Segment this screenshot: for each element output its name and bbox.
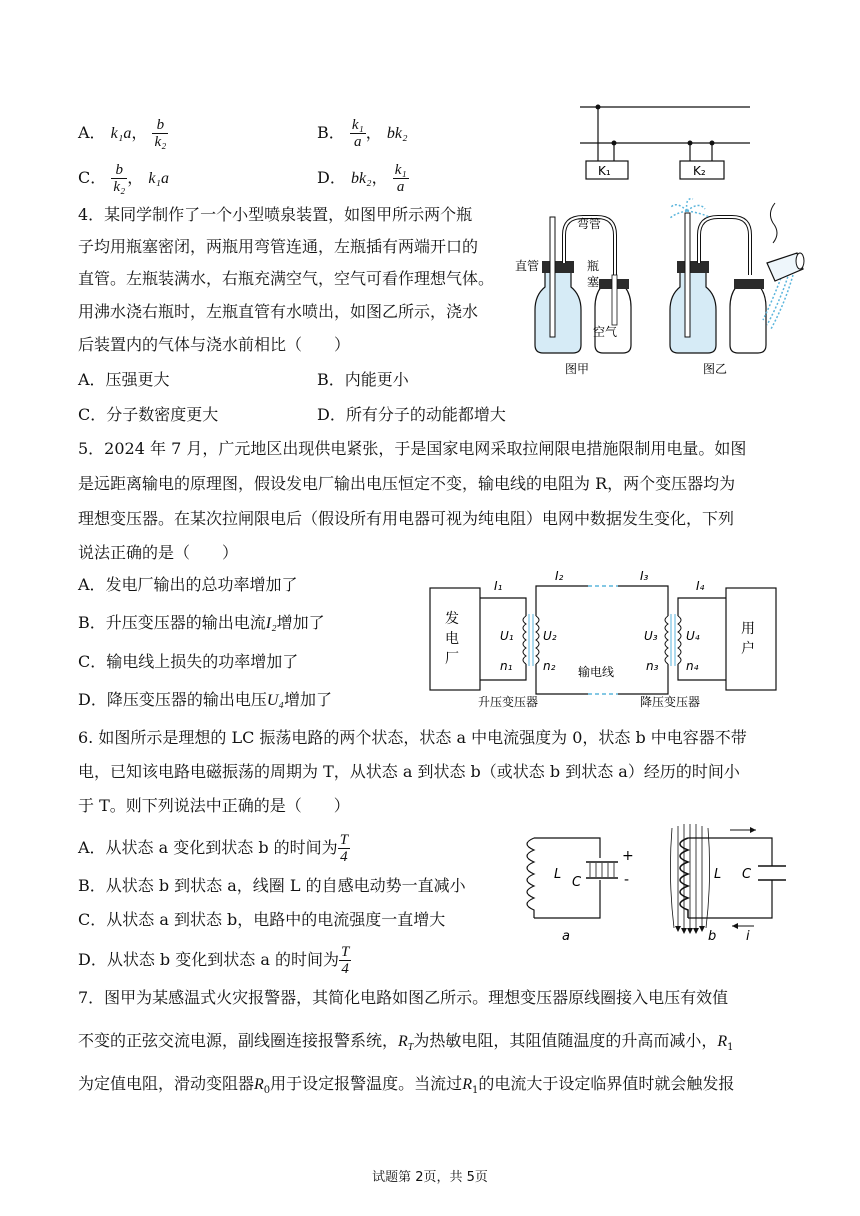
q7-line-2: 不变的正弦交流电源，副线圈连接报警系统，$R_T$为热敏电阻，其阻值随温度的升高而减小，$R_1$ — [78, 1031, 734, 1054]
q4-stem-line-2: 子均用瓶塞密闭，两瓶用弯管连通，左瓶插有两端开口的 — [78, 237, 479, 256]
fig-b-apparatus — [669, 199, 804, 376]
q7-line-1: 7．图甲为某感温式火灾报警器，其简化电路如图乙所示。理想变压器原线圈接入电压有效值 — [78, 988, 729, 1007]
svg-text:I₄: I₄ — [696, 579, 705, 593]
svg-text:i: i — [746, 929, 750, 944]
q5-option-b: B．升压变压器的输出电流I₂增加了 — [78, 613, 325, 632]
state-b-circuit — [670, 824, 786, 944]
q4-stem-line-4: 用沸水浇右瓶时，左瓶直管有水喷出，如图乙所示，浇水 — [78, 302, 479, 321]
q6-option-b: B．从状态 b 到状态 a，线圈 L 的自感电动势一直减小 — [78, 876, 466, 895]
q5-transmission-figure — [428, 568, 778, 708]
fig-a-apparatus — [515, 216, 631, 376]
q6-stem-line-2: 电，已知该电路电磁振荡的周期为 T，从状态 a 到状态 b（或状态 b 到状态 a）经历的时间小 — [78, 762, 740, 781]
svg-text:发: 发 — [445, 611, 459, 627]
q6-option-a: A．从状态 a 变化到状态 b 的时间为 $\frac{T}{4}$ — [78, 832, 349, 865]
svg-text:U₂: U₂ — [543, 629, 557, 643]
q5-option-c: C．输电线上损失的功率增加了 — [78, 652, 299, 671]
q6-lc-figure — [510, 822, 805, 944]
state-a-circuit — [527, 838, 634, 944]
q5-stem-line-3: 理想变压器。在某次拉闸限电后（假设所有用电器可视为纯电阻）电网中数据发生变化，下列 — [78, 509, 735, 528]
svg-text:升压变压器: 升压变压器 — [478, 695, 539, 708]
q5-stem-line-1: 5．2024 年 7 月，广元地区出现供电紧张，于是国家电网采取拉闸限电措施限制用电量。如图 — [78, 439, 747, 458]
svg-text:I₁: I₁ — [494, 579, 503, 593]
user-box — [726, 588, 776, 690]
q3-switch-figure — [570, 95, 760, 187]
svg-text:电: 电 — [445, 631, 459, 647]
kettle-icon — [767, 203, 804, 281]
svg-text:厂: 厂 — [445, 651, 459, 667]
q5-stem-line-4: 说法正确的是（ ） — [78, 543, 239, 562]
svg-text:n₃: n₃ — [646, 659, 659, 673]
svg-text:b: b — [708, 929, 717, 944]
svg-text:n₄: n₄ — [686, 659, 699, 673]
svg-text:弯管: 弯管 — [577, 217, 602, 231]
svg-text:n₁: n₁ — [500, 659, 513, 673]
q4-stem-line-3: 直管。左瓶装满水，右瓶充满空气，空气可看作理想气体。 — [78, 269, 495, 288]
svg-text:C: C — [572, 875, 582, 890]
q6-option-c: C．从状态 a 到状态 b，电路中的电流强度一直增大 — [78, 910, 446, 929]
k2-label: K₂ — [693, 164, 706, 178]
q4-stem-line-5: 后装置内的气体与浇水前相比（ ） — [78, 335, 351, 354]
k1-label: K₁ — [598, 164, 611, 178]
svg-text:塞: 塞 — [587, 275, 600, 289]
q3-option-d: D． bk₂， $\frac{\text{k₁}}{a}$ — [317, 162, 407, 195]
q3-option-b: B． $\frac{\text{k₁}}{a}$ ， bk₂ — [317, 117, 408, 150]
svg-text:U₄: U₄ — [686, 629, 700, 643]
q4-fountain-figure — [505, 195, 805, 380]
q6-stem-line-1: 6. 如图所示是理想的 LC 振荡电路的两个状态，状态 a 中电流强度为 0，状态 b 中电容器不带 — [78, 728, 747, 747]
q3-option-c: C． $\frac{b}{\text{k₂}}$ ， k₁a — [78, 162, 169, 195]
svg-text:直管: 直管 — [515, 259, 540, 273]
svg-text:a: a — [562, 929, 570, 944]
q4-stem-line-1: 4．某同学制作了一个小型喷泉装置，如图甲所示两个瓶 — [78, 205, 473, 224]
svg-text:U₃: U₃ — [644, 629, 658, 643]
svg-text:用: 用 — [741, 621, 755, 637]
svg-text:空气: 空气 — [593, 325, 618, 339]
q5-option-d: D．降压变压器的输出电压U₄增加了 — [78, 690, 332, 709]
svg-text:C: C — [742, 867, 752, 882]
q6-stem-line-3: 于 T。则下列说法中正确的是（ ） — [78, 796, 350, 815]
svg-text:瓶: 瓶 — [587, 259, 600, 273]
page-footer: 试题第 2页，共 5页 — [372, 1170, 488, 1185]
svg-text:I₃: I₃ — [640, 569, 649, 583]
q6-option-d: D．从状态 b 变化到状态 a 的时间为 $\frac{T}{4}$ — [78, 944, 350, 977]
svg-text:+: + — [622, 848, 634, 864]
q4-option-d: D．所有分子的动能都增大 — [317, 405, 506, 424]
q3-option-a: A． k₁a， $\frac{b}{\text{k₂}}$ — [78, 117, 167, 150]
q5-option-a: A．发电厂输出的总功率增加了 — [78, 575, 298, 594]
svg-text:I₂: I₂ — [555, 569, 564, 583]
svg-text:户: 户 — [741, 641, 755, 657]
svg-text:输电线: 输电线 — [578, 665, 615, 679]
svg-text:n₂: n₂ — [543, 659, 556, 673]
svg-text:-: - — [624, 872, 630, 888]
svg-text:降压变压器: 降压变压器 — [640, 695, 701, 708]
svg-text:U₁: U₁ — [500, 629, 514, 643]
q4-option-b: B．内能更小 — [317, 370, 409, 389]
svg-text:图乙: 图乙 — [703, 362, 728, 376]
q4-option-c: C．分子数密度更大 — [78, 405, 219, 424]
q4-option-a: A．压强更大 — [78, 370, 170, 389]
svg-text:L: L — [554, 867, 562, 882]
svg-text:图甲: 图甲 — [565, 362, 590, 376]
svg-text:L: L — [714, 867, 722, 882]
q5-stem-line-2: 是远距离输电的原理图，假设发电厂输出电压恒定不变，输电线的电阻为 R，两个变压器均为 — [78, 474, 736, 493]
q7-line-3: 为定值电阻，滑动变阻器$R_0$用于设定报警温度。当流过$R_1$的电流大于设定临界值时就会触发报 — [78, 1074, 735, 1097]
